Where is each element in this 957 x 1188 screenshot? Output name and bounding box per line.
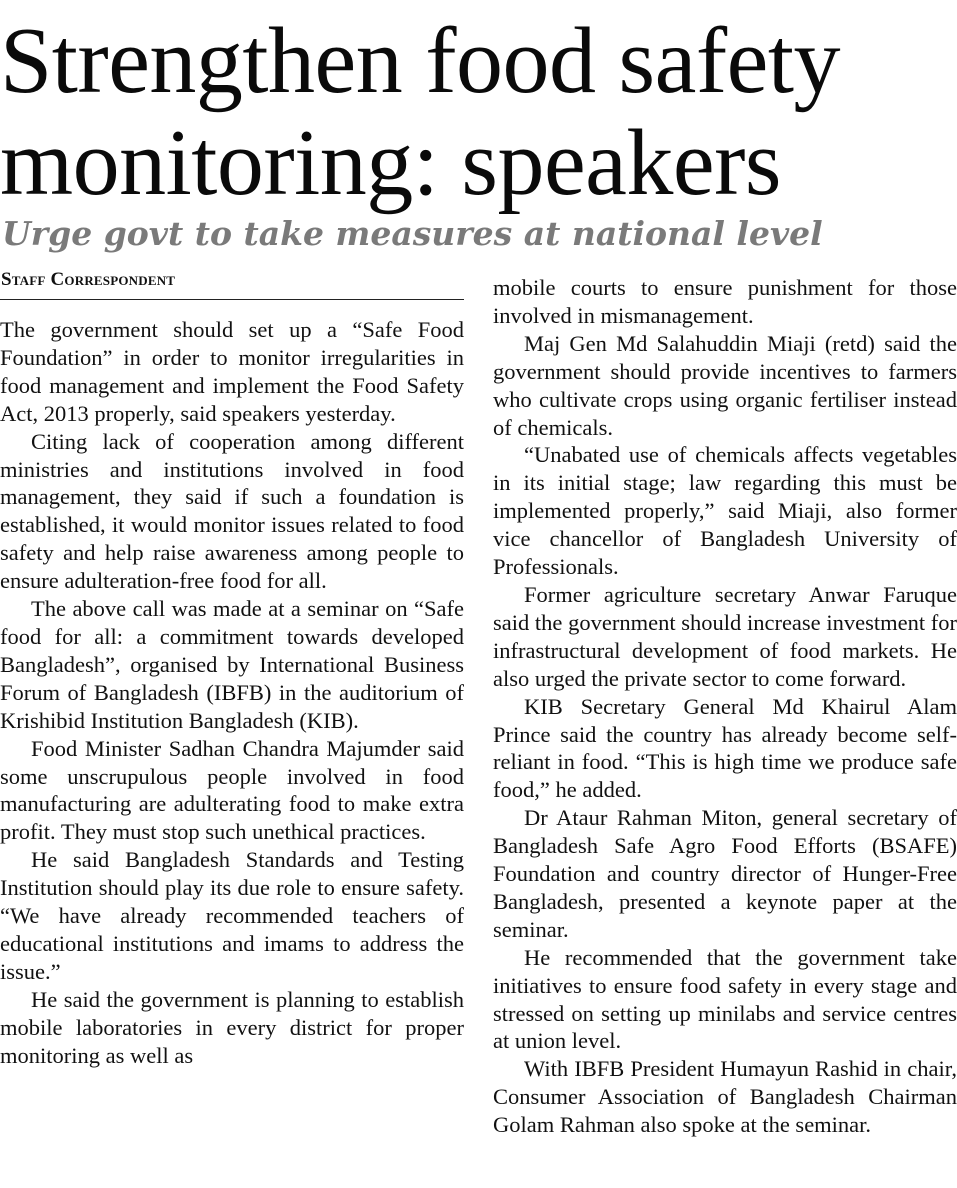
paragraph: KIB Secretary General Md Khairul Alam Prince said the country has already become self-reliant in food. “This is high time we produce safe food,” he added. (493, 693, 957, 803)
paragraph: Food Minister Sadhan Chandra Majumder said some unscrupulous people involved in food manufacturing are adulterating food to make extra profit. They must stop such unethical practices. (0, 735, 464, 845)
paragraph: He recommended that the government take initiatives to ensure food safety in every stage and stressed on setting up minilabs and service centres at union level. (493, 944, 957, 1054)
paragraph: He said Bangladesh Standards and Testing Institution should play its due role to ensure safety. “We have already recommended teachers of educational institutions and imams to address the issue.” (0, 847, 464, 984)
headline-line-1: Strengthen food safety (0, 9, 841, 113)
paragraph: Dr Ataur Rahman Miton, general secretary of Bangladesh Safe Agro Food Efforts (BSAFE) Foundation and country director of Hunger-Free Bangladesh, presented a keynote paper at the seminar. (493, 805, 957, 942)
byline: Staff Correspondent (1, 269, 176, 290)
paragraph: mobile courts to ensure punishment for those involved in mismanagement. (493, 275, 957, 328)
article-column-1 (0, 316, 464, 1069)
paragraph: He said the government is planning to establish mobile laboratories in every district for proper monitoring as well as (0, 986, 464, 1068)
byline-divider (0, 299, 464, 300)
headline-line-2: monitoring: speakers (0, 111, 782, 215)
headline (0, 10, 957, 214)
paragraph: “Unabated use of chemicals affects vegetables in its initial stage; law regarding this must be implemented properly,” said Miaji, also former vice chancellor of Bangladesh University of Professionals. (493, 442, 957, 580)
paragraph: The above call was made at a seminar on “Safe food for all: a commitment towards developed Bangladesh”, organised by International Business Forum of Bangladesh (IBFB) in the auditorium of Krishibid Institution Bangladesh (KIB). (0, 596, 464, 733)
paragraph: Citing lack of cooperation among different ministries and institutions involved in food management, they said if such a foundation is established, it would monitor issues related to food safety and help raise awareness among people to ensure adulteration-free food for all. (0, 428, 464, 594)
subheadline: Urge govt to take measures at national level (2, 214, 823, 253)
paragraph: With IBFB President Humayun Rashid in chair, Consumer Association of Bangladesh Chairman Golam Rahman also spoke at the seminar. (493, 1056, 957, 1138)
paragraph: The government should set up a “Safe Food Foundation” in order to monitor irregularities in food management and implement the Food Safety Act, 2013 properly, said speakers yesterday. (0, 317, 464, 426)
article-column-2 (493, 274, 957, 1139)
paragraph: Maj Gen Md Salahuddin Miaji (retd) said the government should provide incentives to farmers who cultivate crops using organic fertiliser instead of chemicals. (493, 330, 957, 440)
paragraph: Former agriculture secretary Anwar Faruque said the government should increase investment for infrastructural development of food markets. He also urged the private sector to come forward. (493, 581, 957, 691)
